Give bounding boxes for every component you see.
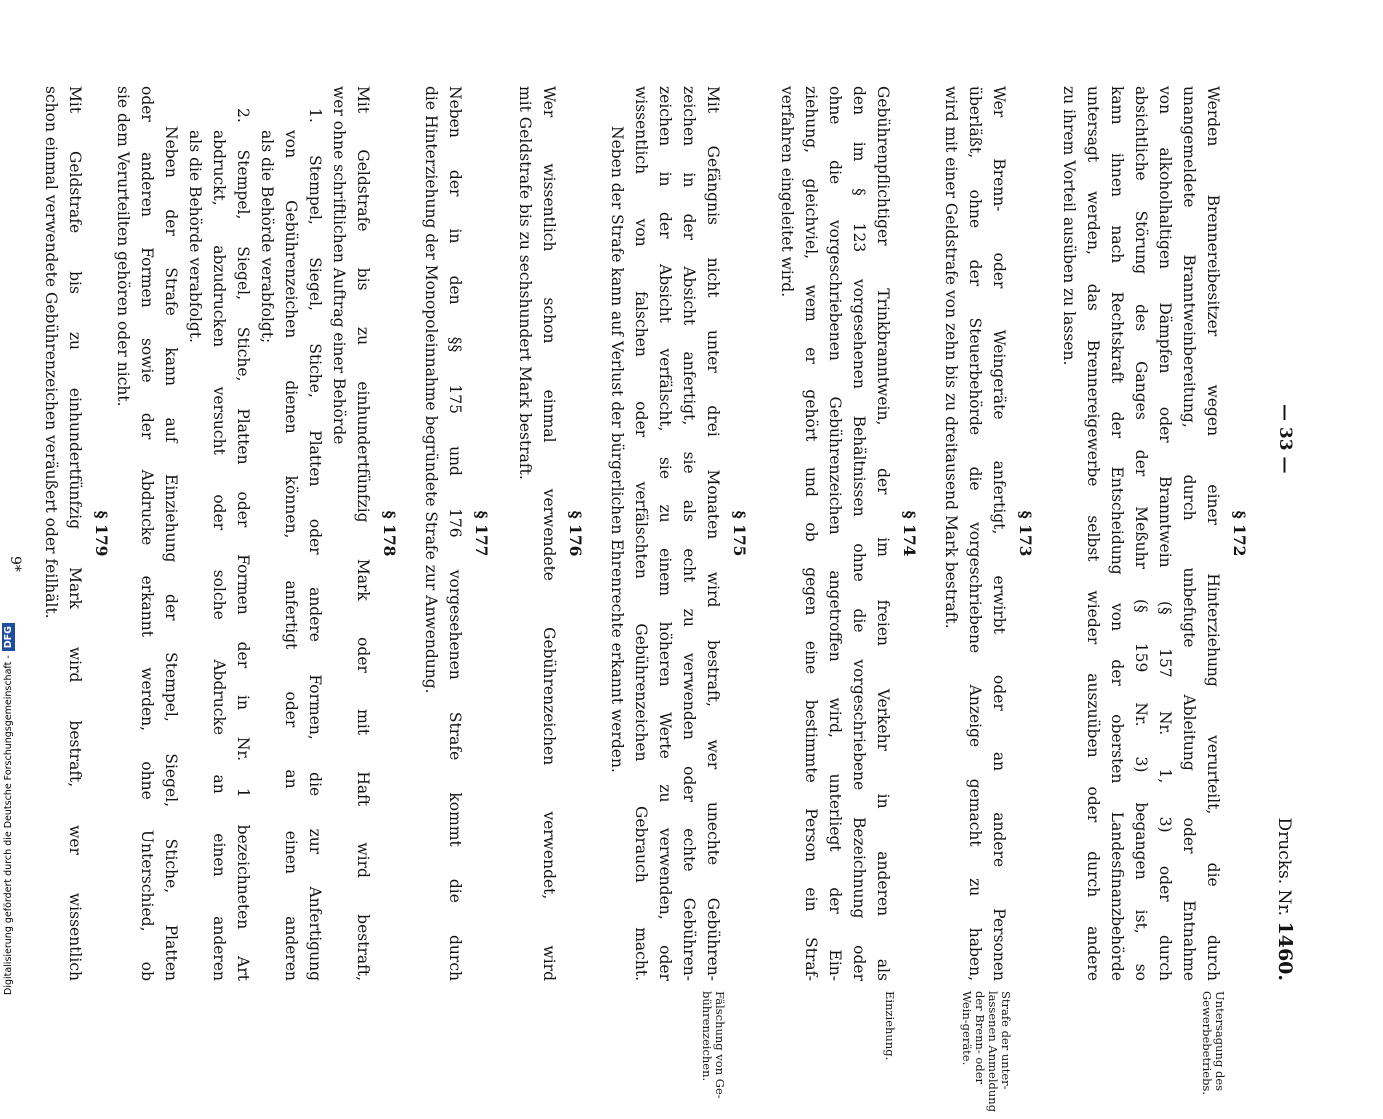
text-line: zeichen in der Absicht anfertigt, sie als echt zu verwenden oder echte Gebühren- [680, 86, 698, 981]
text-line: von Gebührenzeichen dienen können, anfertigt oder an einen anderen [282, 130, 300, 981]
text-line: den im § 123 vorgesehenen Behältnissen ohne die vorgeschriebene Bezeichnung oder [850, 86, 868, 981]
text-line: schon einmal verwendete Gebührenzeichen veräußert oder feilhält. [42, 86, 60, 619]
text-line: sie dem Verurteilten gehören oder nicht. [114, 86, 132, 407]
digitization-stamp [2, 623, 15, 995]
text-line: abdruckt, abzudrucken versucht oder solche Abdrucke an einen anderen [210, 130, 228, 981]
dfg-logo: DFG [2, 623, 15, 651]
text-line: Neben der Strafe kann auf Einziehung der Stempel, Siegel, Stiche, Platten [162, 126, 180, 981]
text-line: Wer Brenn- oder Weingeräte anfertigt, erwirbt oder an andere Personen [990, 86, 1008, 981]
text-line: Mit Gefängnis nicht unter drei Monaten wird bestraft, wer unechte Gebühren- [704, 86, 722, 981]
text-line: Neben der Strafe kann auf Verlust der bürgerlichen Ehrenrechte erkannt werden. [608, 126, 626, 773]
text-line: untersagt werden, das Brennereigewerbe selbst wieder auszuüben oder durch andere [1084, 86, 1102, 981]
text-line: wird mit einer Geldstrafe von zehn bis zu dreitausend Mark bestraft. [942, 86, 960, 629]
text-line: absichtliche Störung des Ganges der Meßuhr (§ 159 Nr. 3) begangen ist, so [1132, 86, 1150, 981]
text-line: von alkoholhaltigen Dämpfen oder Branntwein (§ 157 Nr. 1, 3) oder durch [1156, 86, 1174, 981]
text-line: ziehung, gleichviel, wem er gehört und ob gegen eine bestimmte Person ein Straf- [802, 86, 820, 981]
text-line: wer ohne schriftlichen Auftrag einer Behörde [330, 86, 348, 445]
page-header [1270, 86, 1300, 981]
text-line: Mit Geldstrafe bis zu einhundertfünfzig Mark oder mit Haft wird bestraft, [354, 86, 372, 981]
section-heading: § 177 [472, 510, 491, 557]
text-line: unangemeldete Branntweinbereitung, durch unbefugte Ableitung oder Entnahme [1180, 86, 1198, 981]
margin-note: Einziehung. [883, 991, 897, 1061]
text-line: mit Geldstrafe bis zu sechshundert Mark bestraft. [516, 86, 534, 480]
text-line: wissentlich von falschen oder verfälschten Gebührenzeichen Gebrauch macht. [632, 86, 650, 981]
stamp-text: Digitalisierung gefördert durch die Deutsche Forschungsgemeinschaft - [3, 655, 14, 995]
section-heading: § 176 [566, 510, 585, 557]
text-line: die Hinterziehung der Monopoleinnahme begründete Strafe zur Anwendung. [422, 86, 440, 694]
text-line: als die Behörde verabfolgt. [186, 130, 204, 343]
text-line: Gebührenpflichtiger Trinkbranntwein, der im freien Verkehr in anderen als [874, 86, 892, 981]
section-heading: § 178 [380, 510, 399, 557]
section-heading: § 179 [92, 510, 111, 557]
text-line: Wer wissentlich schon einmal verwendete Gebührenzeichen verwendet, wird [540, 86, 558, 981]
text-line: überläßt, ohne der Steuerbehörde die vorgeschriebene Anzeige gemacht zu haben, [966, 86, 984, 981]
text-line: kann ihnen nach Rechtskraft der Entscheidung von der obersten Landesfinanzbehörde [1108, 86, 1126, 981]
text-line: Mit Geldstrafe bis zu einhundertfünfzig Mark wird bestraft, wer wissentlich [66, 86, 84, 981]
section-heading: § 174 [900, 510, 919, 557]
section-heading: § 175 [730, 510, 749, 557]
margin-note: Fälschung von Ge-bührenzeichen. [700, 991, 727, 1099]
text-line: zeichen in der Absicht verfälscht, sie zu einem höheren Werte zu verwenden, oder [656, 86, 674, 981]
doc-ref-prefix: Drucks. Nr. [1274, 817, 1294, 917]
text-line: zu ihrem Vorteil ausüben zu lassen. [1060, 86, 1078, 366]
section-heading: § 172 [1230, 510, 1249, 557]
text-line: oder anderen Formen sowie der Abdrucke erkannt werden, ohne Unterschied, ob [138, 86, 156, 981]
margin-note: Strafe der unter-lassenen Anmeldung der Brenn- oder Wein-geräte. [960, 991, 1013, 1113]
text-line: 2. Stempel, Siegel, Stiche, Platten oder Formen der in Nr. 1 bezeichneten Art [234, 108, 252, 981]
text-line: Werden Brennereibesitzer wegen einer Hinterziehung verurteilt, die durch [1204, 86, 1222, 981]
document-reference [1269, 817, 1300, 981]
text-line: verfahren eingeleitet wird. [778, 86, 796, 298]
text-line: 1. Stempel, Siegel, Stiche, Platten oder andere Formen, die zur Anfertigung [306, 108, 324, 981]
page-number: — 33 — [1275, 404, 1295, 474]
text-line: Neben der in den §§ 175 und 176 vorgesehenen Strafe kommt die durch [446, 86, 464, 981]
text-line: als die Behörde verabfolgt; [258, 130, 276, 344]
doc-ref-number: 1460. [1274, 921, 1296, 981]
signature-mark: 9* [7, 556, 23, 572]
text-line: ohne die vorgeschriebenen Gebührenzeichen angetroffen wird, unterliegt der Ein- [826, 86, 844, 981]
section-heading: § 173 [1016, 510, 1035, 557]
margin-note: Untersagung des Gewerbebetriebs. [1200, 991, 1227, 1095]
